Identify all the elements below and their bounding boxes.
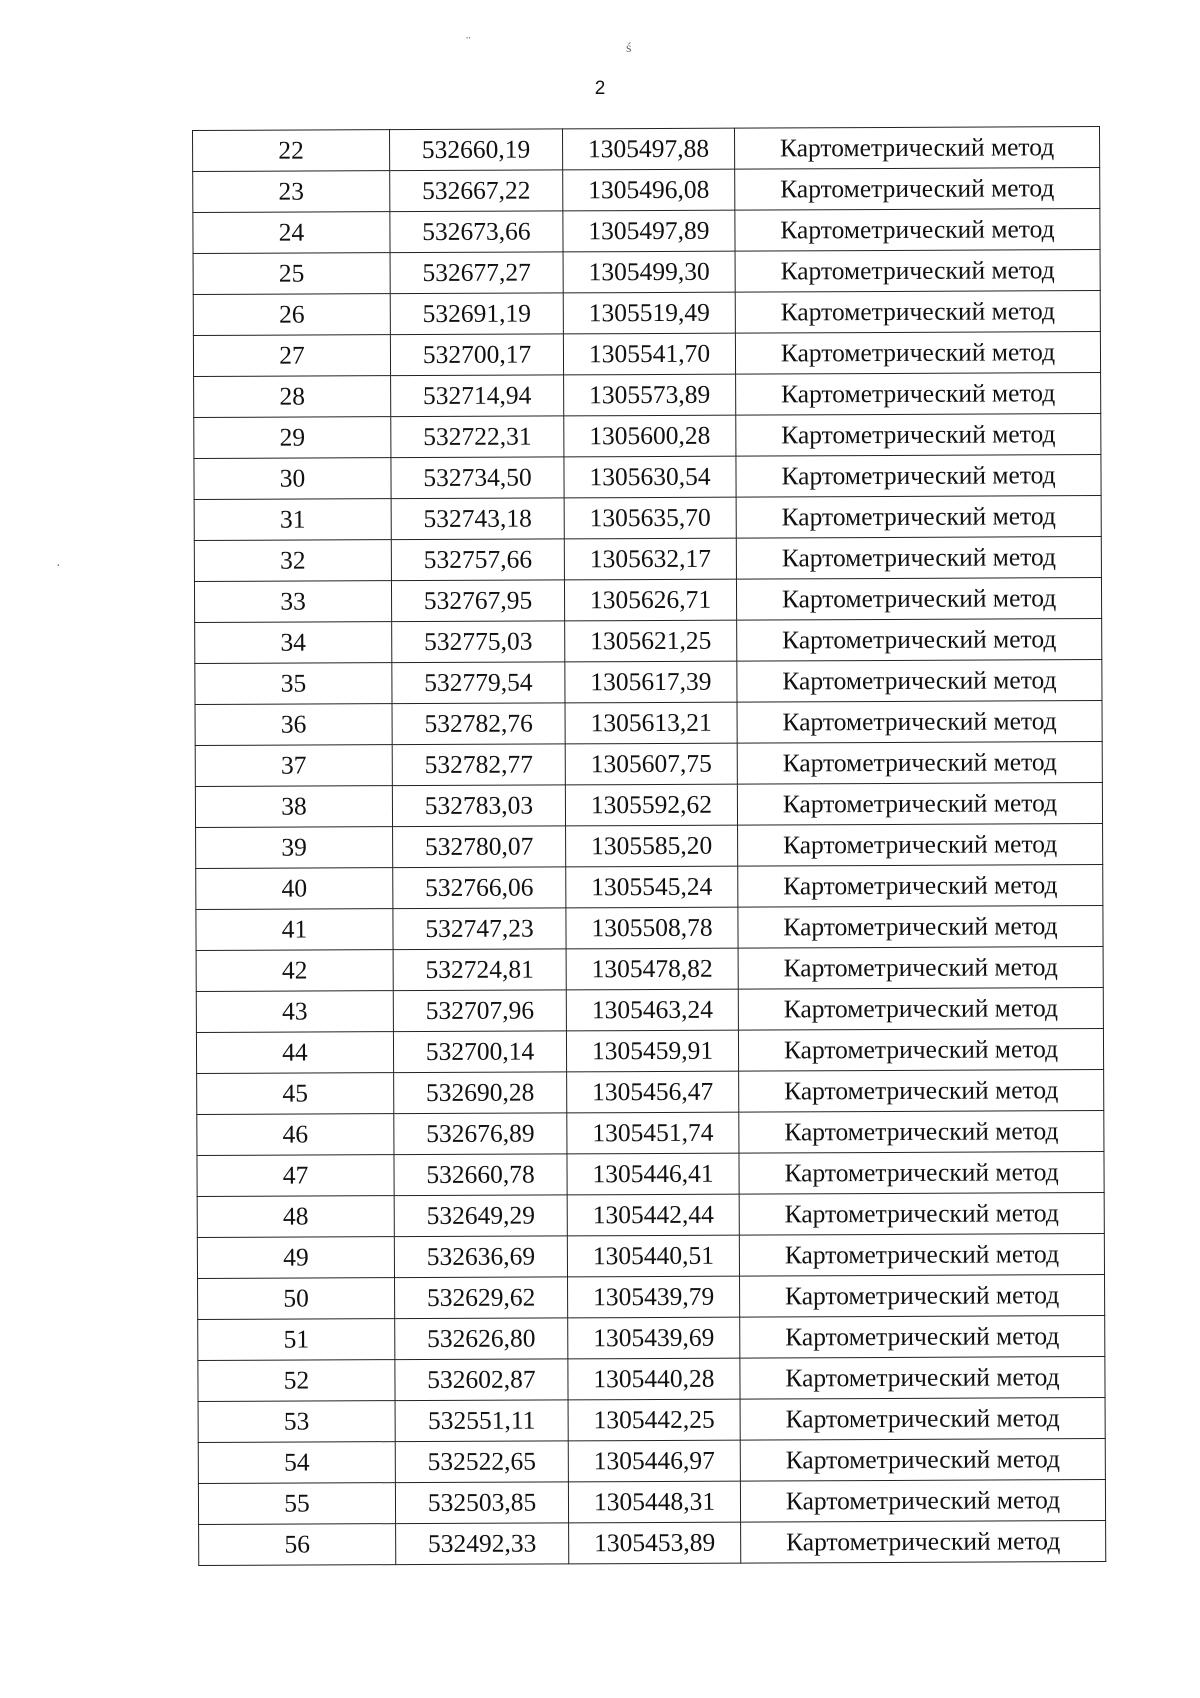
point-number-cell: 54 (198, 1442, 395, 1484)
y-coordinate-cell: 1305632,17 (564, 538, 736, 580)
x-coordinate-cell: 532660,78 (394, 1154, 567, 1196)
x-coordinate-cell: 532724,81 (393, 949, 566, 991)
method-cell: Картометрический метод (738, 988, 1103, 1031)
table-row (197, 1234, 1104, 1279)
point-number-cell: 40 (196, 868, 393, 910)
y-coordinate-cell: 1305600,28 (564, 415, 736, 457)
y-coordinate-cell: 1305621,25 (565, 620, 737, 662)
point-number-cell: 42 (196, 950, 393, 992)
table-row (194, 578, 1101, 623)
y-coordinate-cell: 1305439,79 (568, 1276, 740, 1318)
method-cell: Картометрический метод (738, 865, 1103, 908)
y-coordinate-cell: 1305478,82 (566, 948, 738, 990)
method-cell: Картометрический метод (738, 947, 1103, 990)
page-number: 2 (594, 78, 606, 99)
method-cell: Картометрический метод (739, 1193, 1104, 1236)
table-row (194, 414, 1101, 459)
x-coordinate-cell: 532779,54 (392, 662, 565, 704)
method-cell: Картометрический метод (735, 168, 1100, 211)
x-coordinate-cell: 532783,03 (392, 785, 565, 827)
x-coordinate-cell: 532660,19 (390, 129, 563, 171)
method-cell: Картометрический метод (736, 496, 1101, 539)
method-cell: Картометрический метод (737, 619, 1102, 662)
method-cell: Картометрический метод (735, 209, 1100, 252)
y-coordinate-cell: 1305459,91 (566, 1030, 738, 1072)
x-coordinate-cell: 532700,14 (393, 1031, 566, 1073)
table-row (193, 332, 1100, 377)
y-coordinate-cell: 1305497,89 (563, 210, 735, 252)
point-number-cell: 22 (193, 130, 390, 172)
method-cell: Картометрический метод (734, 127, 1099, 170)
method-cell: Картометрический метод (737, 742, 1102, 785)
method-cell: Картометрический метод (736, 414, 1101, 457)
point-number-cell: 48 (197, 1196, 394, 1238)
y-coordinate-cell: 1305446,41 (567, 1153, 739, 1195)
point-number-cell: 36 (195, 704, 392, 746)
table-row (196, 947, 1103, 992)
method-cell: Картометрический метод (740, 1480, 1105, 1523)
table-row (197, 1152, 1104, 1197)
table-row (198, 1439, 1105, 1484)
x-coordinate-cell: 532503,85 (395, 1482, 568, 1524)
x-coordinate-cell: 532602,87 (395, 1359, 568, 1401)
point-number-cell: 49 (197, 1237, 394, 1279)
table-row (196, 988, 1103, 1033)
x-coordinate-cell: 532636,69 (394, 1236, 567, 1278)
point-number-cell: 52 (198, 1360, 395, 1402)
point-number-cell: 44 (196, 1032, 393, 1074)
y-coordinate-cell: 1305440,28 (568, 1358, 740, 1400)
point-number-cell: 53 (198, 1401, 395, 1443)
table-row (194, 373, 1101, 418)
x-coordinate-cell: 532522,65 (395, 1441, 568, 1483)
y-coordinate-cell: 1305446,97 (568, 1440, 740, 1482)
y-coordinate-cell: 1305442,44 (567, 1194, 739, 1236)
coordinates-table (192, 126, 1106, 1566)
method-cell: Картометрический метод (737, 701, 1102, 744)
point-number-cell: 32 (194, 540, 391, 582)
y-coordinate-cell: 1305573,89 (564, 374, 736, 416)
x-coordinate-cell: 532780,07 (393, 826, 566, 868)
point-number-cell: 39 (196, 827, 393, 869)
y-coordinate-cell: 1305617,39 (565, 661, 737, 703)
x-coordinate-cell: 532691,19 (390, 293, 563, 335)
point-number-cell: 43 (196, 991, 393, 1033)
method-cell: Картометрический метод (736, 373, 1101, 416)
y-coordinate-cell: 1305607,75 (565, 743, 737, 785)
y-coordinate-cell: 1305541,70 (563, 333, 735, 375)
point-number-cell: 37 (195, 745, 392, 787)
x-coordinate-cell: 532677,27 (390, 252, 563, 294)
x-coordinate-cell: 532551,11 (395, 1400, 568, 1442)
y-coordinate-cell: 1305439,69 (568, 1317, 740, 1359)
x-coordinate-cell: 532767,95 (391, 580, 564, 622)
method-cell: Картометрический метод (735, 250, 1100, 293)
point-number-cell: 38 (195, 786, 392, 828)
y-coordinate-cell: 1305626,71 (564, 579, 736, 621)
method-cell: Картометрический метод (739, 1111, 1104, 1154)
method-cell: Картометрический метод (739, 1152, 1104, 1195)
point-number-cell: 27 (193, 335, 390, 377)
y-coordinate-cell: 1305440,51 (567, 1235, 739, 1277)
y-coordinate-cell: 1305442,25 (568, 1399, 740, 1441)
method-cell: Картометрический метод (736, 578, 1101, 621)
x-coordinate-cell: 532734,50 (391, 457, 564, 499)
y-coordinate-cell: 1305456,47 (567, 1071, 739, 1113)
table-row (194, 537, 1101, 582)
point-number-cell: 28 (194, 376, 391, 418)
y-coordinate-cell: 1305585,20 (566, 825, 738, 867)
y-coordinate-cell: 1305508,78 (566, 907, 738, 949)
x-coordinate-cell: 532700,17 (390, 334, 563, 376)
point-number-cell: 29 (194, 417, 391, 459)
method-cell: Картометрический метод (740, 1398, 1105, 1441)
method-cell: Картометрический метод (740, 1439, 1105, 1482)
point-number-cell: 41 (196, 909, 393, 951)
table-row (193, 250, 1100, 295)
table-row (196, 1029, 1103, 1074)
x-coordinate-cell: 532492,33 (396, 1523, 569, 1565)
table-row (193, 291, 1100, 336)
method-cell: Картометрический метод (736, 537, 1101, 580)
x-coordinate-cell: 532775,03 (392, 621, 565, 663)
table-row (197, 1111, 1104, 1156)
table-row (198, 1398, 1105, 1443)
point-number-cell: 23 (193, 171, 390, 213)
point-number-cell: 45 (197, 1073, 394, 1115)
x-coordinate-cell: 532649,29 (394, 1195, 567, 1237)
scan-artifact-mark: · (56, 559, 61, 574)
y-coordinate-cell: 1305592,62 (565, 784, 737, 826)
table-row (195, 660, 1102, 705)
table-row (193, 168, 1100, 213)
method-cell: Картометрический метод (736, 455, 1101, 498)
y-coordinate-cell: 1305635,70 (564, 497, 736, 539)
x-coordinate-cell: 532629,62 (395, 1277, 568, 1319)
x-coordinate-cell: 532766,06 (393, 867, 566, 909)
x-coordinate-cell: 532673,66 (390, 211, 563, 253)
point-number-cell: 47 (197, 1155, 394, 1197)
x-coordinate-cell: 532626,80 (395, 1318, 568, 1360)
x-coordinate-cell: 532743,18 (391, 498, 564, 540)
table-row (193, 127, 1100, 172)
x-coordinate-cell: 532707,96 (393, 990, 566, 1032)
table-row (198, 1357, 1105, 1402)
point-number-cell: 55 (198, 1483, 395, 1525)
method-cell: Картометрический метод (735, 291, 1100, 334)
method-cell: Картометрический метод (739, 1234, 1104, 1277)
y-coordinate-cell: 1305613,21 (565, 702, 737, 744)
y-coordinate-cell: 1305451,74 (567, 1112, 739, 1154)
x-coordinate-cell: 532690,28 (394, 1072, 567, 1114)
point-number-cell: 51 (198, 1319, 395, 1361)
table-row (195, 619, 1102, 664)
point-number-cell: 26 (193, 294, 390, 336)
table-row (196, 824, 1103, 869)
x-coordinate-cell: 532714,94 (391, 375, 564, 417)
y-coordinate-cell: 1305448,31 (568, 1481, 740, 1523)
method-cell: Картометрический метод (738, 1029, 1103, 1072)
table-row (195, 742, 1102, 787)
table-row (193, 209, 1100, 254)
table-row (197, 1193, 1104, 1238)
table-row (197, 1070, 1104, 1115)
coordinates-table-body (193, 127, 1106, 1566)
x-coordinate-cell: 532722,31 (391, 416, 564, 458)
point-number-cell: 33 (194, 581, 391, 623)
method-cell: Картометрический метод (740, 1357, 1105, 1400)
point-number-cell: 25 (193, 253, 390, 295)
method-cell: Картометрический метод (741, 1521, 1106, 1564)
x-coordinate-cell: 532667,22 (390, 170, 563, 212)
y-coordinate-cell: 1305463,24 (566, 989, 738, 1031)
point-number-cell: 24 (193, 212, 390, 254)
table-row (194, 496, 1101, 541)
table-row (194, 455, 1101, 500)
table-row (195, 783, 1102, 828)
scan-artifact-mark: ś (626, 41, 632, 56)
method-cell: Картометрический метод (740, 1275, 1105, 1318)
y-coordinate-cell: 1305496,08 (563, 169, 735, 211)
y-coordinate-cell: 1305499,30 (563, 251, 735, 293)
point-number-cell: 46 (197, 1114, 394, 1156)
x-coordinate-cell: 532782,77 (392, 744, 565, 786)
x-coordinate-cell: 532757,66 (391, 539, 564, 581)
point-number-cell: 56 (199, 1524, 396, 1566)
table-row (198, 1316, 1105, 1361)
point-number-cell: 34 (195, 622, 392, 664)
table-row (198, 1275, 1105, 1320)
y-coordinate-cell: 1305630,54 (564, 456, 736, 498)
method-cell: Картометрический метод (738, 906, 1103, 949)
table-row (195, 701, 1102, 746)
point-number-cell: 31 (194, 499, 391, 541)
method-cell: Картометрический метод (740, 1316, 1105, 1359)
y-coordinate-cell: 1305545,24 (566, 866, 738, 908)
table-row (199, 1521, 1106, 1566)
table-row (196, 906, 1103, 951)
point-number-cell: 30 (194, 458, 391, 500)
x-coordinate-cell: 532782,76 (392, 703, 565, 745)
method-cell: Картометрический метод (737, 783, 1102, 826)
y-coordinate-cell: 1305453,89 (569, 1522, 741, 1564)
method-cell: Картометрический метод (735, 332, 1100, 375)
x-coordinate-cell: 532676,89 (394, 1113, 567, 1155)
y-coordinate-cell: 1305519,49 (563, 292, 735, 334)
method-cell: Картометрический метод (737, 660, 1102, 703)
point-number-cell: 50 (198, 1278, 395, 1320)
point-number-cell: 35 (195, 663, 392, 705)
x-coordinate-cell: 532747,23 (393, 908, 566, 950)
y-coordinate-cell: 1305497,88 (562, 128, 734, 170)
table-row (198, 1480, 1105, 1525)
scan-artifact-mark: ¨ (466, 35, 471, 50)
method-cell: Картометрический метод (739, 1070, 1104, 1113)
table-row (196, 865, 1103, 910)
method-cell: Картометрический метод (738, 824, 1103, 867)
